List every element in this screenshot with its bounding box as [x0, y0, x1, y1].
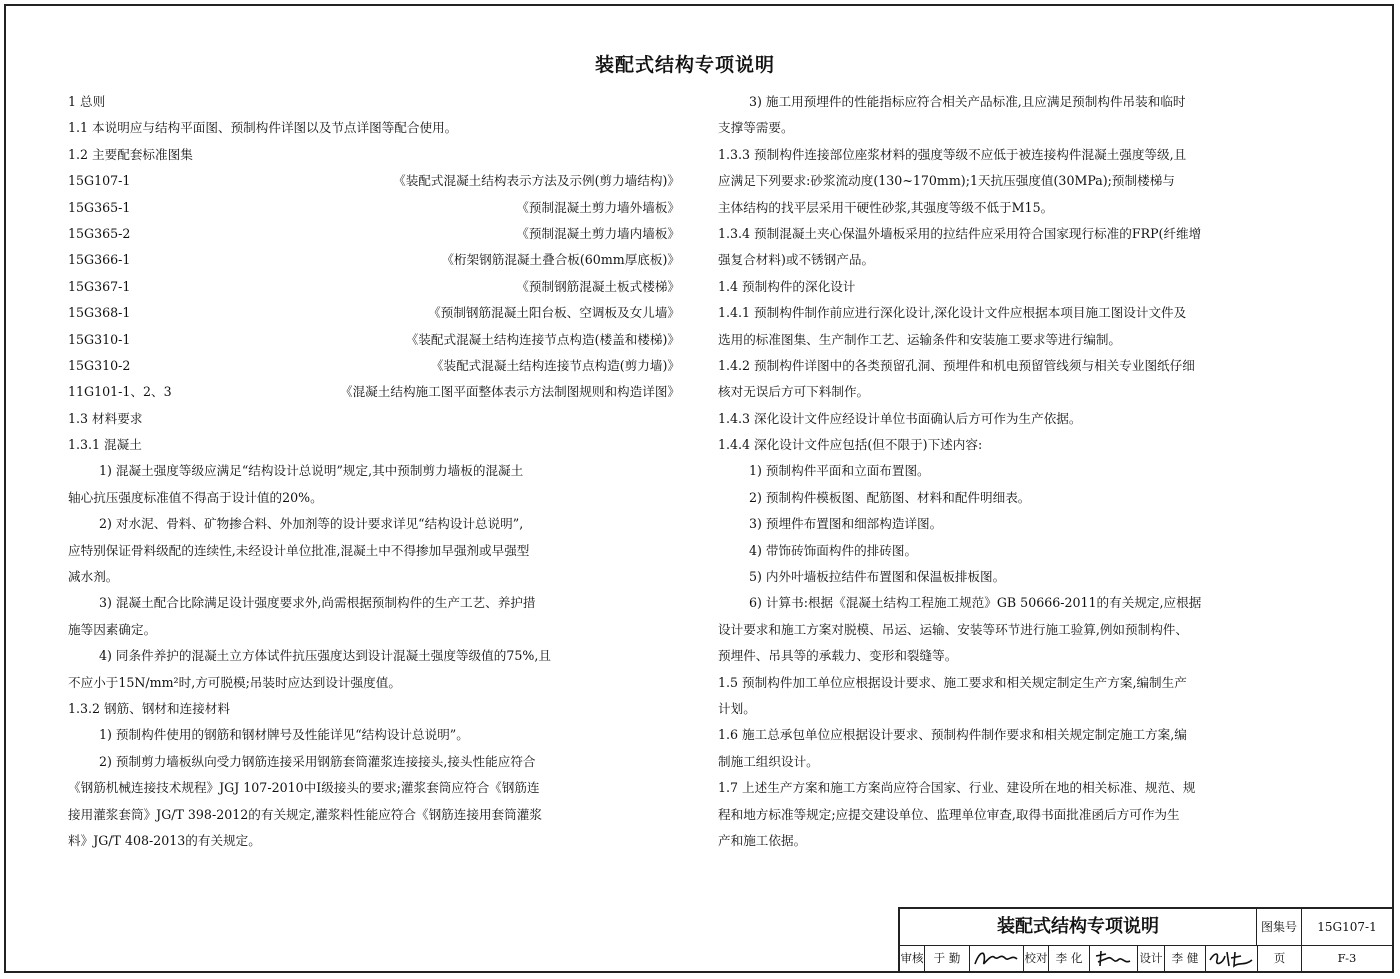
text-line: 应满足下列要求:砂浆流动度(130~170mm);1天抗压强度值(30MPa);预制楼梯与 [718, 173, 1175, 189]
standard-atlas-row [68, 221, 680, 247]
text-line: 1.3.1 混凝土 [68, 437, 142, 453]
text-line: 1.4.2 预制构件详图中的各类预留孔洞、预埋件和机电预留管线须与相关专业图纸仔细 [718, 357, 1195, 373]
text-line: 施等因素确定。 [68, 621, 157, 637]
text-line: 主体结构的找平层采用干硬性砂浆,其强度等级不低于M15。 [718, 199, 1054, 215]
atlas-name: 《混凝土结构施工图平面整体表示方法制图规则和构造详图》 [339, 384, 680, 400]
atlas-name: 《桁架钢筋混凝土叠合板(60mm厚底板)》 [441, 252, 680, 268]
atlas-name: 《预制混凝土剪力墙内墙板》 [516, 225, 680, 241]
text-line: 1.2 主要配套标准图集 [68, 146, 193, 162]
text-line: 1.3.4 预制混凝土夹心保温外墙板采用的拉结件应采用符合国家现行标准的FRP(纤维增 [718, 225, 1202, 241]
standard-atlas-row [68, 379, 680, 405]
standard-atlas-row [68, 353, 680, 379]
standard-atlas-row [68, 168, 680, 194]
reviewer-name: 于 勤 [933, 951, 961, 965]
standard-atlas-row [68, 300, 680, 326]
atlas-code: 15G310-2 [68, 357, 131, 373]
reviewer-signature [972, 948, 1020, 969]
atlas-code: 15G365-1 [68, 199, 131, 215]
checker-name: 李 化 [1055, 951, 1083, 965]
atlas-code: 15G310-1 [68, 331, 131, 347]
atlas-code: 15G365-2 [68, 225, 131, 241]
text-line: 1.3.2 钢筋、钢材和连接材料 [68, 700, 230, 716]
page-label: 页 [1273, 951, 1286, 965]
title-block-row-2 [900, 946, 1392, 971]
title-block-title: 装配式结构专项说明 [900, 909, 1257, 945]
text-line: 1) 混凝土强度等级应满足“结构设计总说明”规定,其中预制剪力墙板的混凝土 [99, 463, 524, 479]
text-line: 计划。 [718, 700, 756, 716]
text-line: 3) 预埋件布置图和细部构造详图。 [749, 516, 943, 532]
text-line: 产和施工依据。 [718, 832, 807, 848]
text-line: 1.5 预制构件加工单位应根据设计要求、施工要求和相关规定制定生产方案,编制生产 [718, 674, 1187, 690]
text-line: 程和地方标准等规定;应提交建设单位、监理单位审查,取得书面批准函后方可作为生 [718, 806, 1180, 822]
text-line: 1.4.1 预制构件制作前应进行深化设计,深化设计文件应根据本项目施工图设计文件及 [718, 305, 1187, 321]
text-line: 1) 预制构件使用的钢筋和钢材牌号及性能详见“结构设计总说明”。 [99, 727, 469, 743]
text-line: 设计要求和施工方案对脱模、吊运、运输、安装等环节进行施工验算,例如预制构件、 [718, 621, 1188, 637]
text-line: 轴心抗压强度标准值不得高于设计值的20%。 [68, 489, 323, 505]
text-line: 2) 预制构件模板图、配筋图、材料和配件明细表。 [749, 489, 1031, 505]
title-block-row-1 [900, 909, 1392, 946]
text-line: 减水剂。 [68, 569, 119, 585]
text-line: 1.4 预制构件的深化设计 [718, 278, 856, 294]
text-line: 《钢筋机械连接技术规程》JGJ 107-2010中I级接头的要求;灌浆套筒应符合《钢筋连 [68, 780, 540, 796]
check-label: 校对 [1024, 951, 1048, 965]
text-line: 核对无误后方可下料制作。 [718, 384, 870, 400]
text-line: 强复合材料)或不锈钢产品。 [718, 252, 875, 268]
text-line: 5) 内外叶墙板拉结件布置图和保温板排板图。 [749, 569, 1006, 585]
text-line: 3) 施工用预埋件的性能指标应符合相关产品标准,且应满足预制构件吊装和临时 [749, 94, 1186, 109]
text-line: 预埋件、吊具等的承载力、变形和裂缝等。 [718, 648, 958, 664]
text-line: 不应小于15N/mm²时,方可脱模;吊装时应达到设计强度值。 [68, 674, 401, 690]
atlas-code: 15G368-1 [68, 305, 131, 321]
text-line: 1 总则 [68, 94, 106, 109]
text-line: 选用的标准图集、生产制作工艺、运输条件和安装施工要求等进行编制。 [718, 331, 1121, 347]
standard-atlas-row [68, 195, 680, 221]
standard-atlas-row [68, 274, 680, 300]
atlas-number: 15G107-1 [1317, 920, 1377, 934]
atlas-name: 《预制钢筋混凝土板式楼梯》 [516, 278, 680, 294]
standard-atlas-row [68, 247, 680, 273]
standard-atlas-row [68, 327, 680, 353]
text-line: 1.7 上述生产方案和施工方案尚应符合国家、行业、建设所在地的相关标准、规范、规 [718, 780, 1196, 796]
text-line: 制施工组织设计。 [718, 753, 819, 769]
page-title: 装配式结构专项说明 [594, 54, 775, 76]
text-line: 2) 预制剪力墙板纵向受力钢筋连接采用钢筋套筒灌浆连接接头,接头性能应符合 [99, 753, 536, 769]
text-line: 1) 预制构件平面和立面布置图。 [749, 463, 930, 479]
atlas-name: 《预制混凝土剪力墙外墙板》 [516, 199, 680, 215]
designer-name: 李 健 [1171, 951, 1199, 965]
designer-signature [1207, 948, 1255, 969]
text-line: 3) 混凝土配合比除满足设计强度要求外,尚需根据预制构件的生产工艺、养护措 [99, 595, 536, 611]
atlas-name: 《预制钢筋混凝土阳台板、空调板及女儿墙》 [428, 305, 680, 321]
text-line: 4) 同条件养护的混凝土立方体试件抗压强度达到设计混凝土强度等级值的75%,且 [99, 648, 551, 664]
atlas-number-label: 图集号 [1257, 909, 1302, 945]
text-line: 料》JG/T 408-2013的有关规定。 [68, 832, 261, 848]
left-column [68, 89, 680, 854]
text-line: 2) 对水泥、骨料、矿物掺合料、外加剂等的设计要求详见“结构设计总说明”, [99, 516, 524, 532]
atlas-code: 15G107-1 [68, 173, 131, 189]
title-block [898, 907, 1392, 971]
text-line: 1.3 材料要求 [68, 410, 143, 426]
checker-signature [1092, 948, 1134, 969]
design-label: 设计 [1139, 951, 1163, 965]
right-column [718, 89, 1332, 854]
text-line: 1.3.3 预制构件连接部位座浆材料的强度等级不应低于被连接构件混凝土强度等级,且 [718, 146, 1187, 162]
atlas-name: 《装配式混凝土结构连接节点构造(楼盖和楼梯)》 [405, 331, 680, 347]
review-label: 审核 [900, 951, 924, 965]
atlas-code: 11G101-1、2、3 [68, 384, 172, 400]
text-line: 4) 带饰砖饰面构件的排砖图。 [749, 542, 918, 558]
text-line: 1.4.4 深化设计文件应包括(但不限于)下述内容: [718, 437, 983, 453]
atlas-code: 15G366-1 [68, 252, 131, 268]
atlas-name: 《装配式混凝土结构表示方法及示例(剪力墙结构)》 [393, 173, 680, 189]
page-number: F-3 [1337, 951, 1357, 965]
text-line: 1.1 本说明应与结构平面图、预制构件详图以及节点详图等配合使用。 [68, 120, 458, 136]
text-line: 1.6 施工总承包单位应根据设计要求、预制构件制作要求和相关规定制定施工方案,编 [718, 727, 1187, 743]
text-line: 6) 计算书:根据《混凝土结构工程施工规范》GB 50666-2011的有关规定,应根据 [749, 595, 1202, 611]
text-line: 应特别保证骨料级配的连续性,未经设计单位批准,混凝土中不得掺加早强剂或早强型 [68, 542, 530, 558]
atlas-name: 《装配式混凝土结构连接节点构造(剪力墙)》 [430, 357, 680, 373]
text-line: 接用灌浆套筒》JG/T 398-2012的有关规定,灌浆料性能应符合《钢筋连接用套筒灌浆 [68, 806, 542, 822]
atlas-code: 15G367-1 [68, 278, 131, 294]
text-line: 1.4.3 深化设计文件应经设计单位书面确认后方可作为生产依据。 [718, 410, 1082, 426]
text-line: 支撑等需要。 [718, 120, 794, 136]
